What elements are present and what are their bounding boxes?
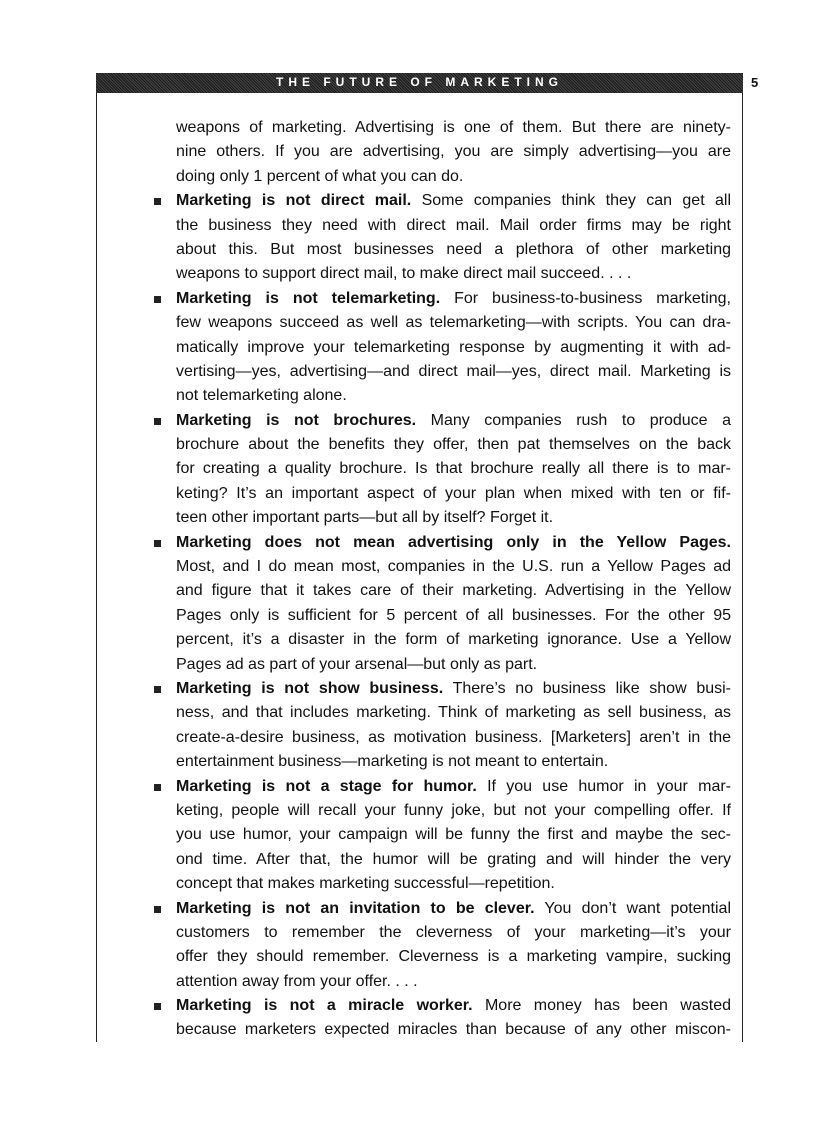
text-line [176,409,731,433]
bullet-lead: Marketing is not brochures. [176,411,417,429]
text-line: create-a-desire business, as motivation business. [Marketers] aren’t in the [176,728,731,746]
square-bullet-icon [154,540,161,547]
bullet-item [176,409,731,531]
body-text [176,116,731,1043]
text-line: not telemarketing alone. [176,387,347,405]
bullet-text: For business-to-business marketing, [440,289,732,307]
text-line: Most, and I do mean most, companies in the U.S. run a Yellow Pages ad [176,558,731,576]
text-line [176,531,731,555]
text-line: customers to remember the cleverness of your marketing—it’s your [176,923,731,941]
square-bullet-icon [154,686,161,693]
left-rule [96,93,97,1042]
text-line: Pages ad as part of your arsenal—but only as part. [176,655,538,673]
text-line: concept that makes marketing successful—repetition. [176,875,555,893]
text-line: for creating a quality brochure. Is that brochure really all there is to mar- [176,460,731,478]
text-line: brochure about the benefits they offer, then pat themselves on the back [176,436,731,454]
text-line: nine others. If you are advertising, you are simply advertising—you are [176,143,731,161]
text-line: vertising—yes, advertising—and direct mail—yes, direct mail. Marketing is [176,362,731,380]
header-title: THE FUTURE OF MARKETING [276,75,563,89]
text-line: teen other important parts—but all by itself? Forget it. [176,509,554,527]
text-line: weapons to support direct mail, to make direct mail succeed. . . . [176,265,632,283]
text-line: about this. But most businesses need a plethora of other marketing [176,240,731,258]
bullet-lead: Marketing is not telemarketing. [176,289,441,307]
bullet-lead: Marketing is not show business. [176,679,444,697]
text-line: doing only 1 percent of what you can do. [176,167,464,185]
text-line: because marketers expected miracles than because of any other miscon- [176,1021,731,1039]
bullet-text: Some companies think they can get all [411,192,731,210]
text-line: you use humor, your campaign will be funny the first and maybe the sec- [176,826,731,844]
text-line: matically improve your telemarketing response by augmenting it with ad- [176,338,731,356]
intro-paragraph [176,116,731,189]
square-bullet-icon [154,906,161,913]
text-line: ness, and that includes marketing. Think of marketing as sell business, as [176,704,731,722]
bullet-text: Many companies rush to produce a [416,411,732,429]
bullet-lead: Marketing does not mean advertising only in the Yellow Pages. [176,533,731,551]
text-line [176,897,731,921]
square-bullet-icon [154,784,161,791]
right-rule [742,93,743,1042]
text-line: keting? It’s an important aspect of your plan when mixed with ten or fif- [176,484,731,502]
text-line: and figure that it takes care of their marketing. Advertising in the Yellow [176,582,731,600]
text-line: Pages only is sufficient for 5 percent of all businesses. For the other 95 [176,606,731,624]
text-line: the business they need with direct mail. Mail order firms may be right [176,216,731,234]
text-line: offer they should remember. Cleverness is a marketing vampire, sucking [176,948,731,966]
bullet-item [176,287,731,409]
running-header [96,73,743,93]
text-line [176,189,731,213]
bullet-item [176,994,731,1043]
square-bullet-icon [154,296,161,303]
bullet-lead: Marketing is not direct mail. [176,192,412,210]
bullet-lead: Marketing is not an invitation to be clever. [176,899,535,917]
bullet-lead: Marketing is not a miracle worker. [176,997,473,1015]
bullet-text: More money has been wasted [472,997,731,1015]
square-bullet-icon [154,1003,161,1010]
bullet-text: You don’t want potential [534,899,731,917]
text-line [176,994,731,1018]
bullet-item [176,531,731,677]
text-line: few weapons succeed as well as telemarketing—with scripts. You can dra- [176,314,731,332]
text-line: ond time. After that, the humor will be grating and will hinder the very [176,850,731,868]
bullet-item [176,897,731,995]
square-bullet-icon [154,418,161,425]
bullet-item [176,189,731,287]
square-bullet-icon [154,198,161,205]
text-line: percent, it’s a disaster in the form of marketing ignorance. Use a Yellow [176,631,731,649]
bullet-item [176,775,731,897]
text-line: weapons of marketing. Advertising is one of them. But there are ninety- [176,119,731,136]
bullet-item [176,677,731,775]
text-line [176,287,731,311]
text-line: entertainment business—marketing is not meant to entertain. [176,753,609,771]
text-line: keting, people will recall your funny joke, but not your compelling offer. If [176,801,731,819]
bullet-text: There’s no business like show busi- [443,679,731,697]
text-line [176,677,731,701]
text-line: attention away from your offer. . . . [176,972,418,990]
bullet-text: If you use humor in your mar- [476,777,731,795]
page-number: 5 [751,75,759,90]
bullet-lead: Marketing is not a stage for humor. [176,777,477,795]
text-line [176,775,731,799]
